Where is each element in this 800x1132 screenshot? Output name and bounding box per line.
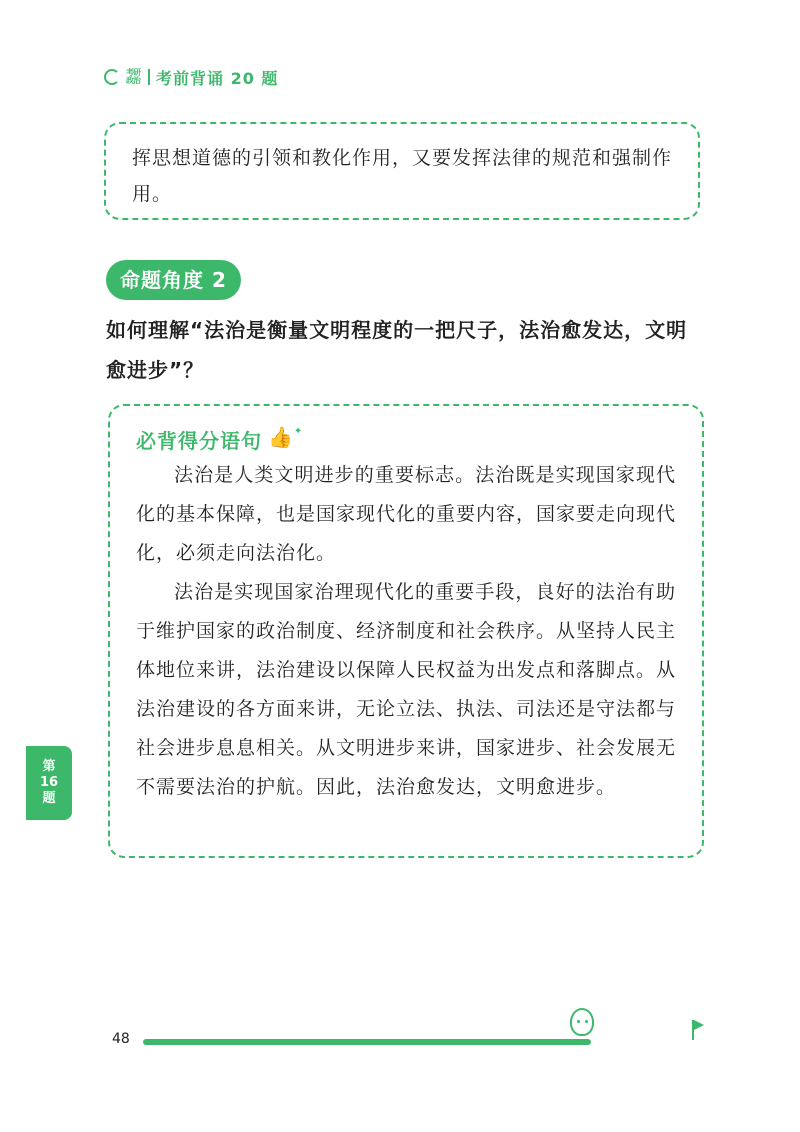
chapter-side-tab (26, 746, 72, 820)
answer-title-label: 必背得分语句 (136, 428, 262, 453)
page-header (104, 66, 278, 88)
series-title: 考前背诵 20 题 (156, 68, 279, 88)
page-number: 48 (112, 1031, 130, 1047)
answer-paragraph-2: 法治是实现国家治理现代化的重要手段，良好的法治有助于维护国家的政治制度、经济制度和社会秩序。从坚持人民主体地位来讲，法治建设以保障人民权益为出发点和落脚点。从法治建设的各方面来讲，无论立法、执法、司法还是守法都与社会进步息息相关。从文明进步来讲，国家进步、社会发展无不需要法治的护航。因此，法治愈发达，文明愈进步。 (136, 581, 677, 798)
intro-text: 挥思想道德的引领和教化作用，又要发挥法律的规范和强制作用。 (132, 147, 673, 205)
thumbs-up-icon: 👍 (268, 425, 294, 449)
answer-title (136, 422, 676, 456)
side-tab-line3: 题 (42, 791, 56, 806)
intro-box (104, 122, 700, 220)
flag-icon (692, 1020, 694, 1040)
sparkle-icon: ✦ (293, 425, 304, 437)
question-text: 如何理解“法治是衡量文明程度的一把尺子，法治愈发达，文明愈进步”？ (106, 318, 688, 382)
header-divider (148, 69, 150, 85)
mascot-face-icon (570, 1008, 594, 1036)
answer-paragraph-1: 法治是人类文明进步的重要标志。法治既是实现国家现代化的基本保障，也是国家现代化的重要内容，国家要走向现代化，必须走向法治化。 (136, 464, 677, 564)
side-tab-line1: 第 (42, 759, 56, 774)
brand-logo-icon (104, 69, 120, 85)
answer-box (108, 404, 704, 858)
angle-tag: 命题角度 2 (106, 260, 241, 300)
footer-progress-bar (143, 1039, 591, 1045)
brand-name: 考研政治 (126, 68, 140, 85)
side-tab-number: 16 (39, 775, 59, 790)
